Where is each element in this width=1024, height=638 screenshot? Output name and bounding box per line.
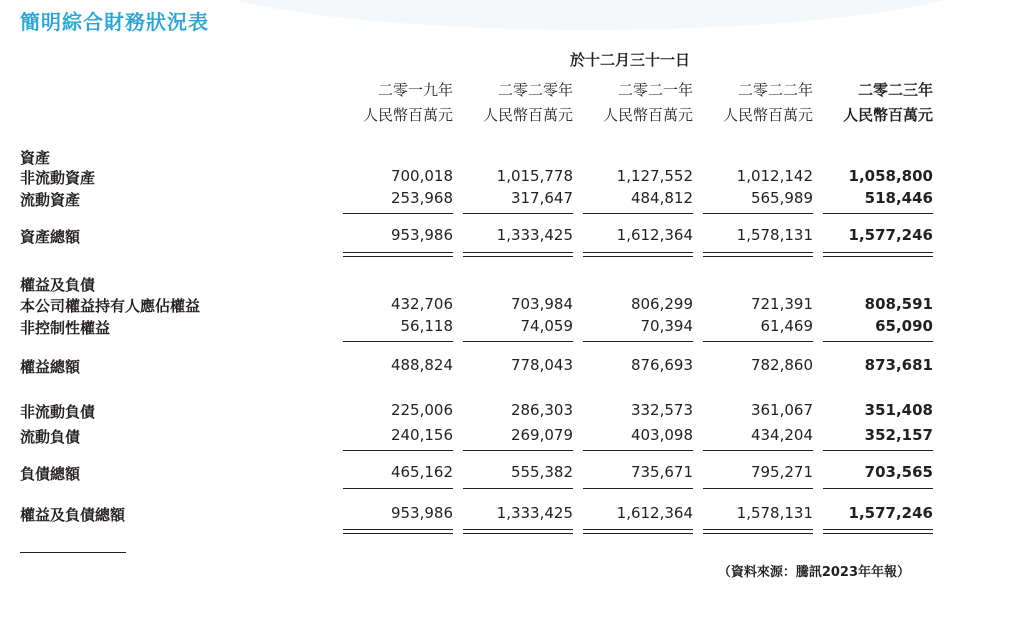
table-row <box>0 317 1024 339</box>
cell-2022: 1,578,131 <box>736 504 813 522</box>
divider <box>463 252 573 253</box>
divider <box>463 450 573 451</box>
divider <box>463 529 573 530</box>
row-label: 權益及負債總額 <box>20 506 126 524</box>
row-label: 負債總額 <box>20 465 81 483</box>
section-label: 資產 <box>20 149 51 167</box>
footnote-divider <box>20 552 126 553</box>
source-note: （資料來源：騰訊2023年年報） <box>717 565 910 580</box>
cell-2020: 555,382 <box>510 463 573 481</box>
row-label: 本公司權益持有人應佔權益 <box>20 297 201 315</box>
cell-2020: 778,043 <box>510 356 573 374</box>
divider <box>583 213 693 214</box>
page-title: 簡明綜合財務狀況表 <box>20 10 209 34</box>
row-label: 非控制性權益 <box>20 319 111 337</box>
divider <box>703 213 813 214</box>
cell-2019: 488,824 <box>390 356 453 374</box>
cell-2021: 1,612,364 <box>616 504 693 522</box>
divider <box>583 252 693 253</box>
cell-2020: 1,333,425 <box>496 504 573 522</box>
cell-2023: 703,565 <box>864 463 933 481</box>
cell-2020: 317,647 <box>510 189 573 207</box>
divider <box>823 450 933 451</box>
divider <box>343 256 453 257</box>
cell-2021: 876,693 <box>630 356 693 374</box>
row-label: 資產總額 <box>20 228 81 246</box>
divider <box>463 256 573 257</box>
divider <box>463 533 573 534</box>
period-header: 於十二月三十一日 <box>569 51 690 69</box>
divider <box>703 341 813 342</box>
divider <box>703 488 813 489</box>
cell-2020: 286,303 <box>510 401 573 419</box>
unit-label: 人民幣百萬元 <box>362 106 453 124</box>
cell-2023: 1,058,800 <box>848 167 933 185</box>
unit-label: 人民幣百萬元 <box>722 106 813 124</box>
cell-2019: 700,018 <box>390 167 453 185</box>
cell-2019: 240,156 <box>390 426 453 444</box>
cell-2023: 65,090 <box>875 317 933 335</box>
year-header-2020: 二零二零年 <box>497 81 573 99</box>
divider <box>823 256 933 257</box>
year-header-2022: 二零二二年 <box>737 81 813 99</box>
cell-2022: 782,860 <box>750 356 813 374</box>
cell-2022: 1,578,131 <box>736 226 813 244</box>
cell-2022: 565,989 <box>750 189 813 207</box>
cell-2021: 1,127,552 <box>616 167 693 185</box>
cell-2019: 56,118 <box>400 317 453 335</box>
cell-2022: 61,469 <box>760 317 813 335</box>
section-header-assets <box>0 147 1024 169</box>
table-row <box>0 401 1024 423</box>
cell-2021: 70,394 <box>640 317 693 335</box>
cell-2020: 703,984 <box>510 295 573 313</box>
cell-2022: 721,391 <box>750 295 813 313</box>
cell-2020: 269,079 <box>510 426 573 444</box>
year-header-2021: 二零二一年 <box>617 81 693 99</box>
cell-2023: 808,591 <box>864 295 933 313</box>
table-row <box>0 167 1024 189</box>
divider <box>703 533 813 534</box>
table-row <box>0 426 1024 448</box>
divider <box>583 529 693 530</box>
cell-2021: 484,812 <box>630 189 693 207</box>
cell-2020: 1,015,778 <box>496 167 573 185</box>
divider <box>823 252 933 253</box>
row-label: 流動負債 <box>20 428 81 446</box>
section-label: 權益及負債 <box>20 276 96 294</box>
divider <box>703 450 813 451</box>
divider <box>343 213 453 214</box>
divider <box>703 529 813 530</box>
cell-2022: 434,204 <box>750 426 813 444</box>
divider <box>703 256 813 257</box>
table-row <box>0 189 1024 211</box>
divider <box>343 341 453 342</box>
table-row-total <box>0 226 1024 248</box>
cell-2021: 806,299 <box>630 295 693 313</box>
unit-label: 人民幣百萬元 <box>842 106 933 124</box>
divider <box>823 529 933 530</box>
divider <box>823 341 933 342</box>
cell-2023: 352,157 <box>864 426 933 444</box>
divider <box>463 488 573 489</box>
row-label: 非流動資產 <box>20 169 96 187</box>
table-row-total <box>0 356 1024 378</box>
background-shape <box>180 0 1000 30</box>
divider <box>703 252 813 253</box>
row-label: 非流動負債 <box>20 403 96 421</box>
cell-2020: 74,059 <box>520 317 573 335</box>
cell-2023: 351,408 <box>864 401 933 419</box>
divider <box>823 488 933 489</box>
cell-2021: 735,671 <box>630 463 693 481</box>
divider <box>583 533 693 534</box>
divider <box>583 488 693 489</box>
cell-2021: 332,573 <box>630 401 693 419</box>
divider <box>583 450 693 451</box>
divider <box>583 256 693 257</box>
divider <box>343 529 453 530</box>
cell-2023: 1,577,246 <box>848 226 933 244</box>
cell-2019: 432,706 <box>390 295 453 313</box>
section-header-equity-liabilities <box>0 274 1024 296</box>
divider <box>823 533 933 534</box>
divider <box>823 213 933 214</box>
cell-2023: 518,446 <box>864 189 933 207</box>
divider <box>343 252 453 253</box>
cell-2019: 953,986 <box>390 504 453 522</box>
cell-2019: 225,006 <box>390 401 453 419</box>
row-label: 權益總額 <box>20 358 81 376</box>
cell-2023: 1,577,246 <box>848 504 933 522</box>
cell-2019: 953,986 <box>390 226 453 244</box>
table-row <box>0 295 1024 317</box>
year-header-2019: 二零一九年 <box>377 81 453 99</box>
cell-2022: 795,271 <box>750 463 813 481</box>
divider <box>343 450 453 451</box>
cell-2021: 403,098 <box>630 426 693 444</box>
cell-2022: 1,012,142 <box>736 167 813 185</box>
cell-2019: 253,968 <box>390 189 453 207</box>
divider <box>583 341 693 342</box>
cell-2019: 465,162 <box>390 463 453 481</box>
cell-2022: 361,067 <box>750 401 813 419</box>
divider <box>343 488 453 489</box>
table-row-grand-total <box>0 504 1024 526</box>
row-label: 流動資產 <box>20 191 81 209</box>
divider <box>463 213 573 214</box>
cell-2023: 873,681 <box>864 356 933 374</box>
divider <box>343 533 453 534</box>
unit-label: 人民幣百萬元 <box>482 106 573 124</box>
cell-2020: 1,333,425 <box>496 226 573 244</box>
table-row-total <box>0 463 1024 485</box>
divider <box>463 341 573 342</box>
year-header-2023: 二零二三年 <box>857 81 933 99</box>
cell-2021: 1,612,364 <box>616 226 693 244</box>
unit-label: 人民幣百萬元 <box>602 106 693 124</box>
